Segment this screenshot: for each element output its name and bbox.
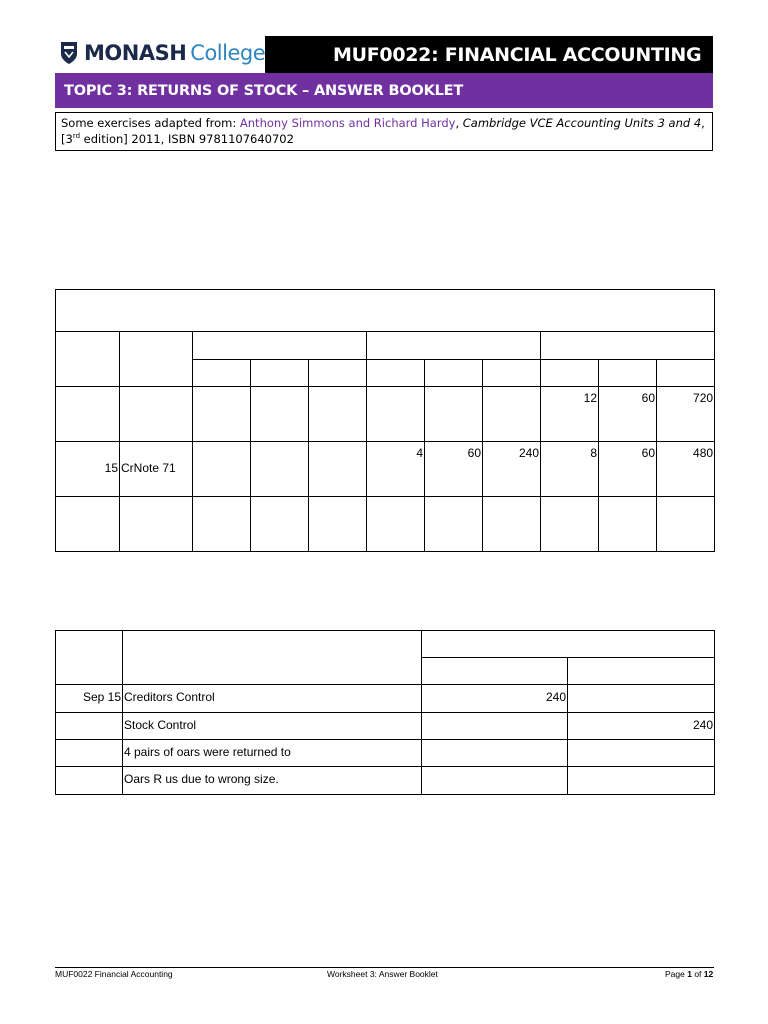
footer-divider (55, 967, 714, 968)
page-prefix: Page (665, 969, 688, 979)
subheader-cell (367, 360, 425, 387)
source-edition-sup: rd (72, 132, 81, 141)
table-cell (483, 497, 541, 552)
journal-credit (568, 767, 715, 795)
footer-course: MUF0022 Financial Accounting (55, 969, 173, 979)
table-cell (425, 497, 483, 552)
balance-cost-cell: 60 (599, 387, 657, 442)
source-edition-open: , [3 (61, 116, 705, 146)
journal-details: Creditors Control (123, 685, 422, 713)
balance-cost-cell: 60 (599, 442, 657, 497)
subheader-cell (599, 360, 657, 387)
table-row (56, 387, 715, 442)
balance-total-cell: 480 (657, 442, 715, 497)
journal-header-debit (422, 658, 568, 685)
table-cell (251, 497, 309, 552)
journal-credit (568, 740, 715, 767)
subheader-cell (425, 360, 483, 387)
table-cell (309, 442, 367, 497)
logo-text-main: MONASH (84, 41, 187, 65)
journal-header-row (56, 631, 715, 658)
stock-card-table (55, 289, 715, 552)
table-title-row (56, 290, 715, 332)
page-of: of (691, 969, 704, 979)
table-cell (309, 497, 367, 552)
table-cell (541, 497, 599, 552)
journal-debit (422, 740, 568, 767)
subheader-cell (309, 360, 367, 387)
table-cell (251, 442, 309, 497)
table-cell (599, 497, 657, 552)
source-edition-rest: edition] 2011, ISBN 9781107640702 (80, 132, 294, 146)
course-title: MUF0022: FINANCIAL ACCOUNTING (265, 36, 713, 73)
date-cell: 15 (56, 442, 120, 497)
details-cell: CrNote 71 (120, 442, 193, 497)
journal-debit: 240 (422, 685, 568, 713)
table-header-row (56, 332, 715, 360)
table-cell (56, 497, 120, 552)
header-in-group (193, 332, 367, 360)
out-total-cell: 240 (483, 442, 541, 497)
journal-details: Stock Control (123, 713, 422, 740)
journal-row (56, 713, 715, 740)
page-total: 12 (703, 969, 714, 979)
journal-header-credit (568, 658, 715, 685)
header-balance-group (541, 332, 715, 360)
source-prefix: Some exercises adapted from: (61, 116, 240, 130)
source-authors: Anthony Simmons and Richard Hardy (239, 116, 456, 130)
journal-header-date (56, 631, 123, 685)
source-citation (55, 112, 713, 151)
source-book-title: Cambridge VCE Accounting Units 3 and 4 (462, 116, 702, 130)
table-title-cell (56, 290, 715, 332)
source-comma: , (455, 116, 463, 130)
journal-row (56, 685, 715, 713)
journal-details: Oars R us due to wrong size. (123, 767, 422, 795)
journal-credit (568, 685, 715, 713)
journal-header-details (123, 631, 422, 685)
header-details-cell (120, 332, 193, 387)
subheader-cell (193, 360, 251, 387)
table-cell (251, 387, 309, 442)
monash-college-logo (60, 38, 265, 68)
table-cell (120, 387, 193, 442)
table-cell (367, 497, 425, 552)
journal-credit: 240 (568, 713, 715, 740)
page-current: 1 (687, 969, 692, 979)
table-cell (657, 497, 715, 552)
subheader-cell (483, 360, 541, 387)
topic-title: TOPIC 3: RETURNS OF STOCK – ANSWER BOOKLET (55, 73, 713, 108)
subheader-cell (251, 360, 309, 387)
journal-debit (422, 767, 568, 795)
journal-row (56, 767, 715, 795)
balance-total-cell: 720 (657, 387, 715, 442)
shield-icon (60, 41, 78, 65)
out-cost-cell: 60 (425, 442, 483, 497)
subheader-cell (657, 360, 715, 387)
journal-date: Sep 15 (56, 685, 123, 713)
header-date-cell (56, 332, 120, 387)
table-cell (309, 387, 367, 442)
journal-date (56, 713, 123, 740)
table-cell (193, 442, 251, 497)
footer-worksheet: Worksheet 3: Answer Booklet (327, 969, 438, 979)
balance-qty-cell: 8 (541, 442, 599, 497)
journal-row (56, 740, 715, 767)
subheader-cell (541, 360, 599, 387)
table-cell (425, 387, 483, 442)
journal-date (56, 767, 123, 795)
general-journal-table (55, 630, 715, 795)
journal-header-amount-group (422, 631, 715, 658)
journal-date (56, 740, 123, 767)
footer-page-number (665, 969, 713, 979)
table-row (56, 497, 715, 552)
journal-details: 4 pairs of oars were returned to (123, 740, 422, 767)
header-out-group (367, 332, 541, 360)
logo-text-sub: College (190, 41, 266, 65)
balance-qty-cell: 12 (541, 387, 599, 442)
table-cell (193, 497, 251, 552)
table-cell (120, 497, 193, 552)
table-cell (483, 387, 541, 442)
table-cell (56, 387, 120, 442)
table-row (56, 442, 715, 497)
table-cell (193, 387, 251, 442)
out-qty-cell: 4 (367, 442, 425, 497)
table-cell (367, 387, 425, 442)
journal-debit (422, 713, 568, 740)
